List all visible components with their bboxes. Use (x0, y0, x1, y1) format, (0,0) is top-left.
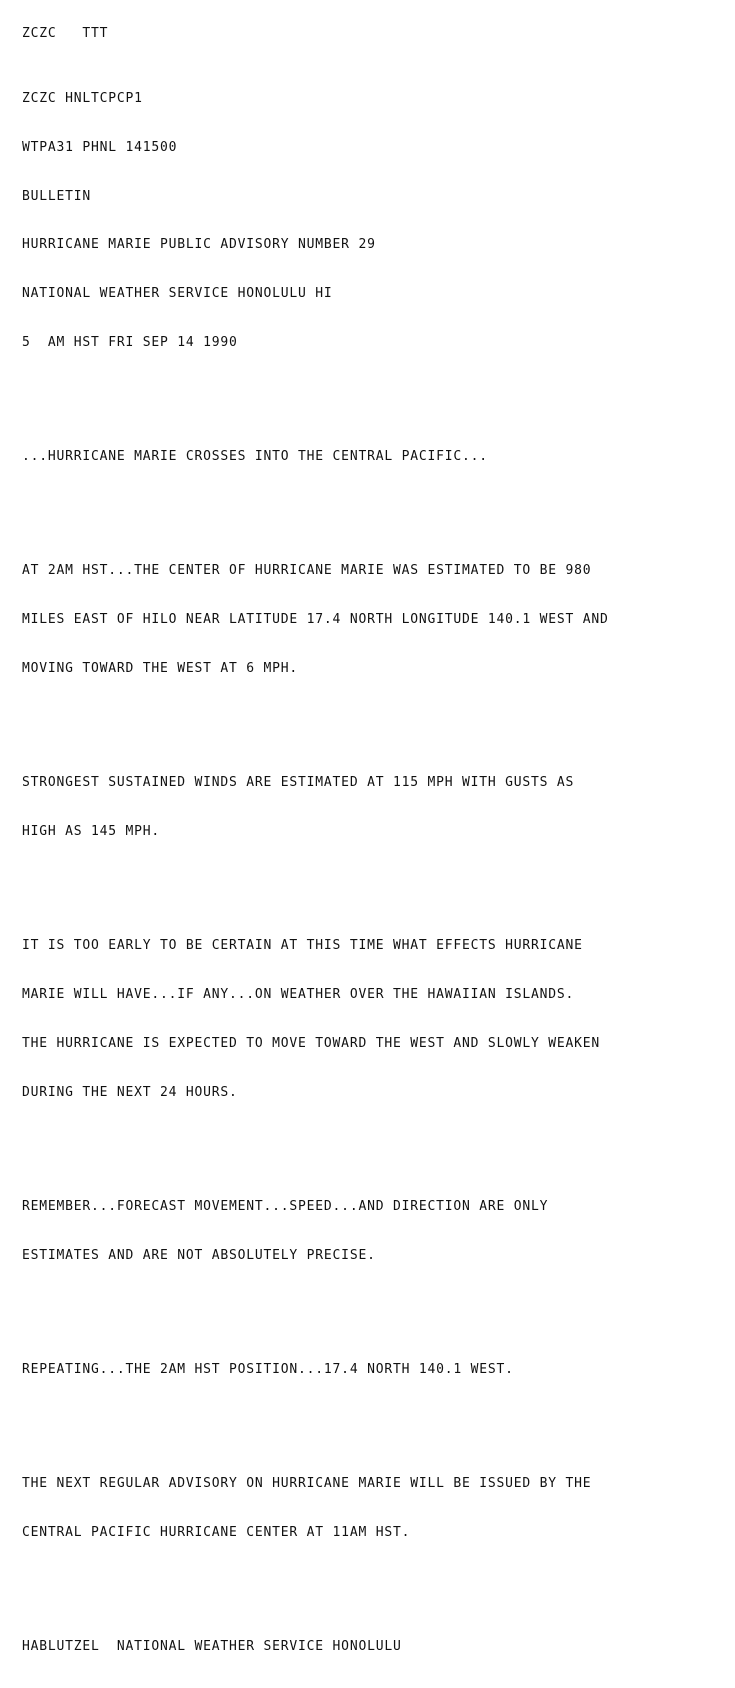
remember-paragraph-line: REMEMBER...FORECAST MOVEMENT...SPEED...AND DIRECTION ARE ONLY (22, 1198, 549, 1214)
paragraph-gap (22, 498, 609, 514)
repeating-paragraph-line: REPEATING...THE 2AM HST POSITION...17.4 NORTH 140.1 WEST. (22, 1361, 514, 1377)
position-paragraph-line: MOVING TOWARD THE WEST AT 6 MPH. (22, 661, 299, 677)
header-line: ZCZC HNLTCPCP1 (22, 90, 143, 106)
next-advisory-paragraph-line: THE NEXT REGULAR ADVISORY ON HURRICANE MARIE WILL BE ISSUED BY THE (22, 1476, 592, 1492)
effects-paragraph-line: THE HURRICANE IS EXPECTED TO MOVE TOWARD THE WEST AND SLOWLY WEAKEN (22, 1036, 600, 1051)
paragraph-gap (22, 1411, 609, 1427)
effects-paragraph-line: IT IS TOO EARLY TO BE CERTAIN AT THIS TIME WHAT EFFECTS HURRICANE (22, 938, 583, 954)
paragraph-gap (22, 1574, 609, 1590)
paragraph-gap (22, 873, 609, 889)
winds-paragraph-line: STRONGEST SUSTAINED WINDS ARE ESTIMATED AT 115 MPH WITH GUSTS AS (22, 775, 575, 791)
effects-paragraph-line: DURING THE NEXT 24 HOURS. (22, 1084, 238, 1100)
winds-paragraph-line: HIGH AS 145 MPH. (22, 824, 161, 840)
header-line: BULLETIN (22, 188, 92, 204)
paragraph-gap (22, 1134, 609, 1150)
headline: ...HURRICANE MARIE CROSSES INTO THE CENTRAL PACIFIC... (22, 449, 488, 465)
remember-paragraph-line: ESTIMATES AND ARE NOT ABSOLUTELY PRECISE. (22, 1247, 376, 1263)
paragraph-gap (22, 384, 609, 400)
effects-paragraph-line: MARIE WILL HAVE...IF ANY...ON WEATHER OVER THE HAWAIIAN ISLANDS. (22, 987, 575, 1003)
advisory-text-block (22, 0, 609, 1688)
partial-top-line: ZCZC TTT (22, 25, 109, 41)
paragraph-gap (22, 710, 609, 726)
next-advisory-paragraph-line: CENTRAL PACIFIC HURRICANE CENTER AT 11AM HST. (22, 1524, 411, 1540)
header-line: NATIONAL WEATHER SERVICE HONOLULU HI (22, 286, 333, 302)
header-line: HURRICANE MARIE PUBLIC ADVISORY NUMBER 29 (22, 237, 376, 253)
header-line: 5 AM HST FRI SEP 14 1990 (22, 335, 238, 351)
position-paragraph-line: MILES EAST OF HILO NEAR LATITUDE 17.4 NORTH LONGITUDE 140.1 WEST AND (22, 612, 609, 628)
header-line: WTPA31 PHNL 141500 (22, 139, 178, 155)
signature-line: HABLUTZEL NATIONAL WEATHER SERVICE HONOLULU (22, 1638, 402, 1654)
position-paragraph-line: AT 2AM HST...THE CENTER OF HURRICANE MARIE WAS ESTIMATED TO BE 980 (22, 563, 592, 579)
paragraph-gap (22, 1297, 609, 1313)
